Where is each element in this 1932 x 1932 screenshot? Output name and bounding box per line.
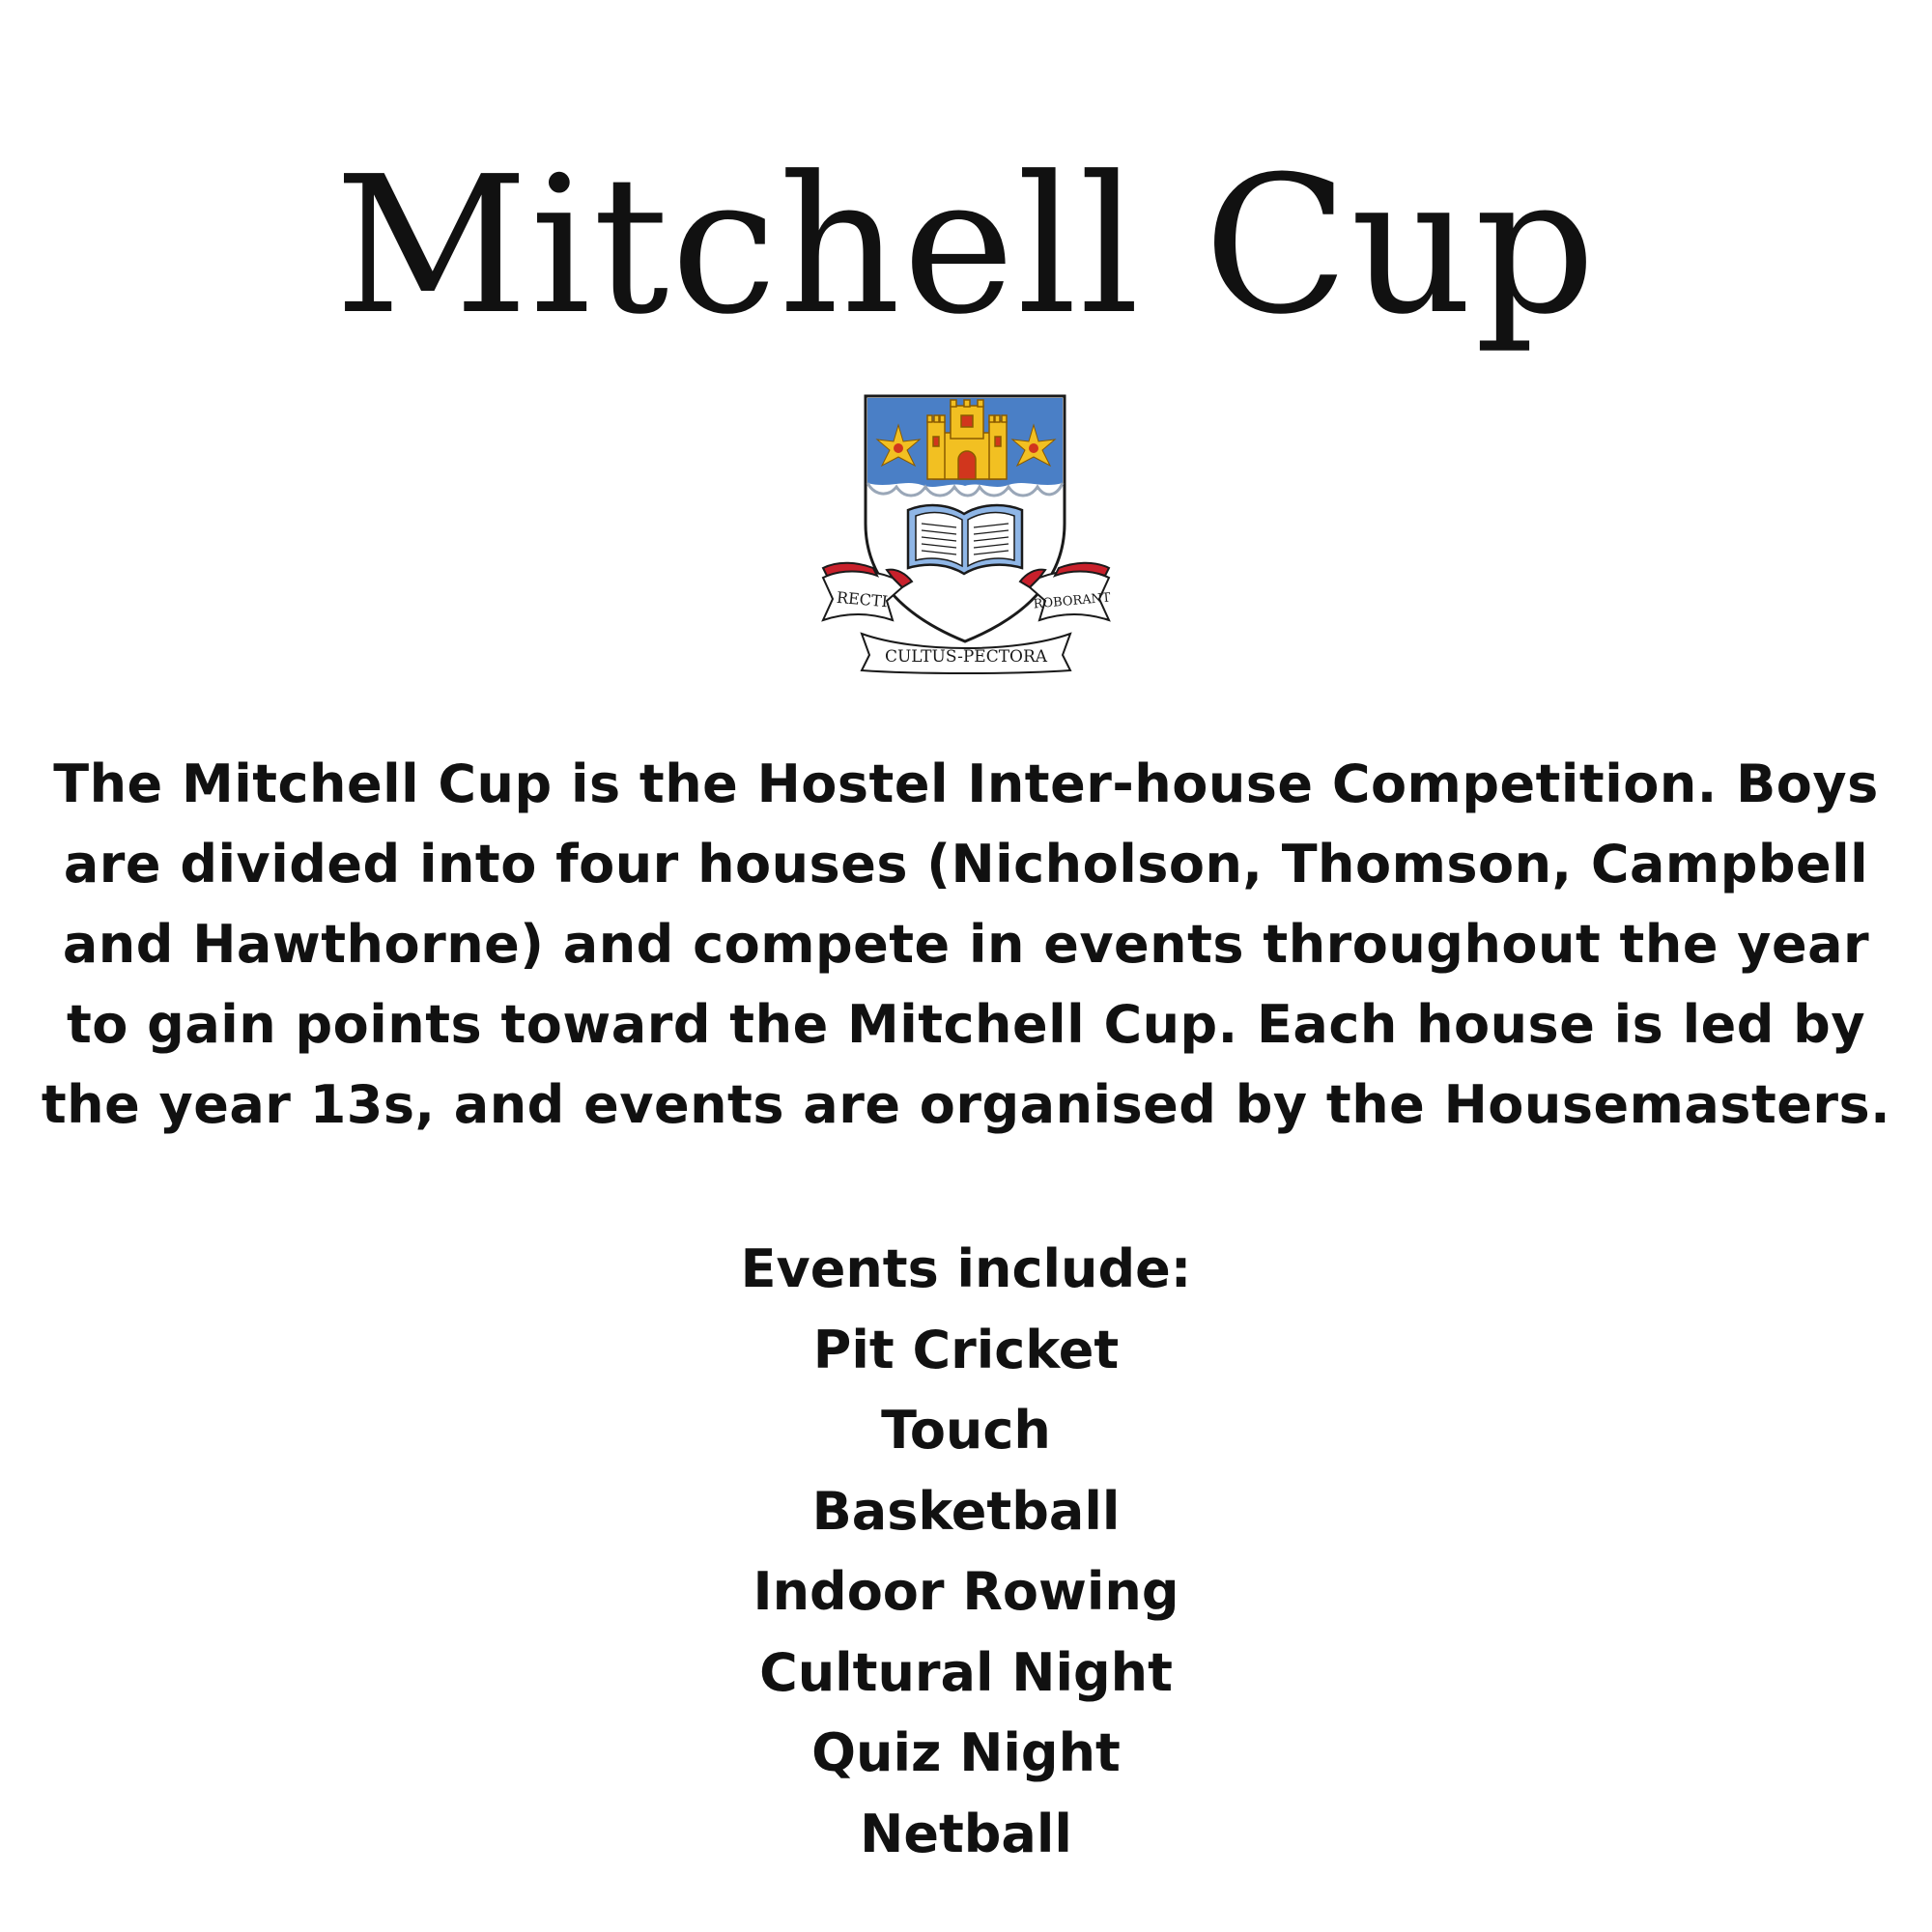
list-item: Touch [881, 1400, 1051, 1461]
list-item: Basketball [811, 1480, 1121, 1542]
list-item: Cultural Night [759, 1641, 1173, 1703]
crest-motto-left: RECTI [836, 587, 889, 611]
crest-motto-bottom: CULTUS-PECTORA [884, 647, 1048, 667]
intro-paragraph: The Mitchell Cup is the Hostel Inter-house Competition. Boys are divided into four houses (Nicholson, Thomson, Campbell and Hawthorne) and compete in events throughout the year to gain points toward the Mitchell Cup. Each house is led by the year 13s, and events are organised by the Housemasters. [41, 753, 1891, 1135]
list-item: Quiz Night [811, 1722, 1121, 1783]
list-item: Indoor Rowing [753, 1561, 1179, 1622]
events-list [0, 1229, 1932, 1874]
page-title: Mitchell Cup [334, 136, 1598, 356]
list-item: Pit Cricket [812, 1319, 1120, 1380]
events-heading: Events include: [740, 1238, 1192, 1299]
school-crest-logo [819, 388, 1113, 674]
crest-open-book-icon [908, 505, 1022, 574]
crest-motto-right: ROBORANT [1033, 590, 1112, 612]
list-item: Netball [860, 1803, 1072, 1864]
